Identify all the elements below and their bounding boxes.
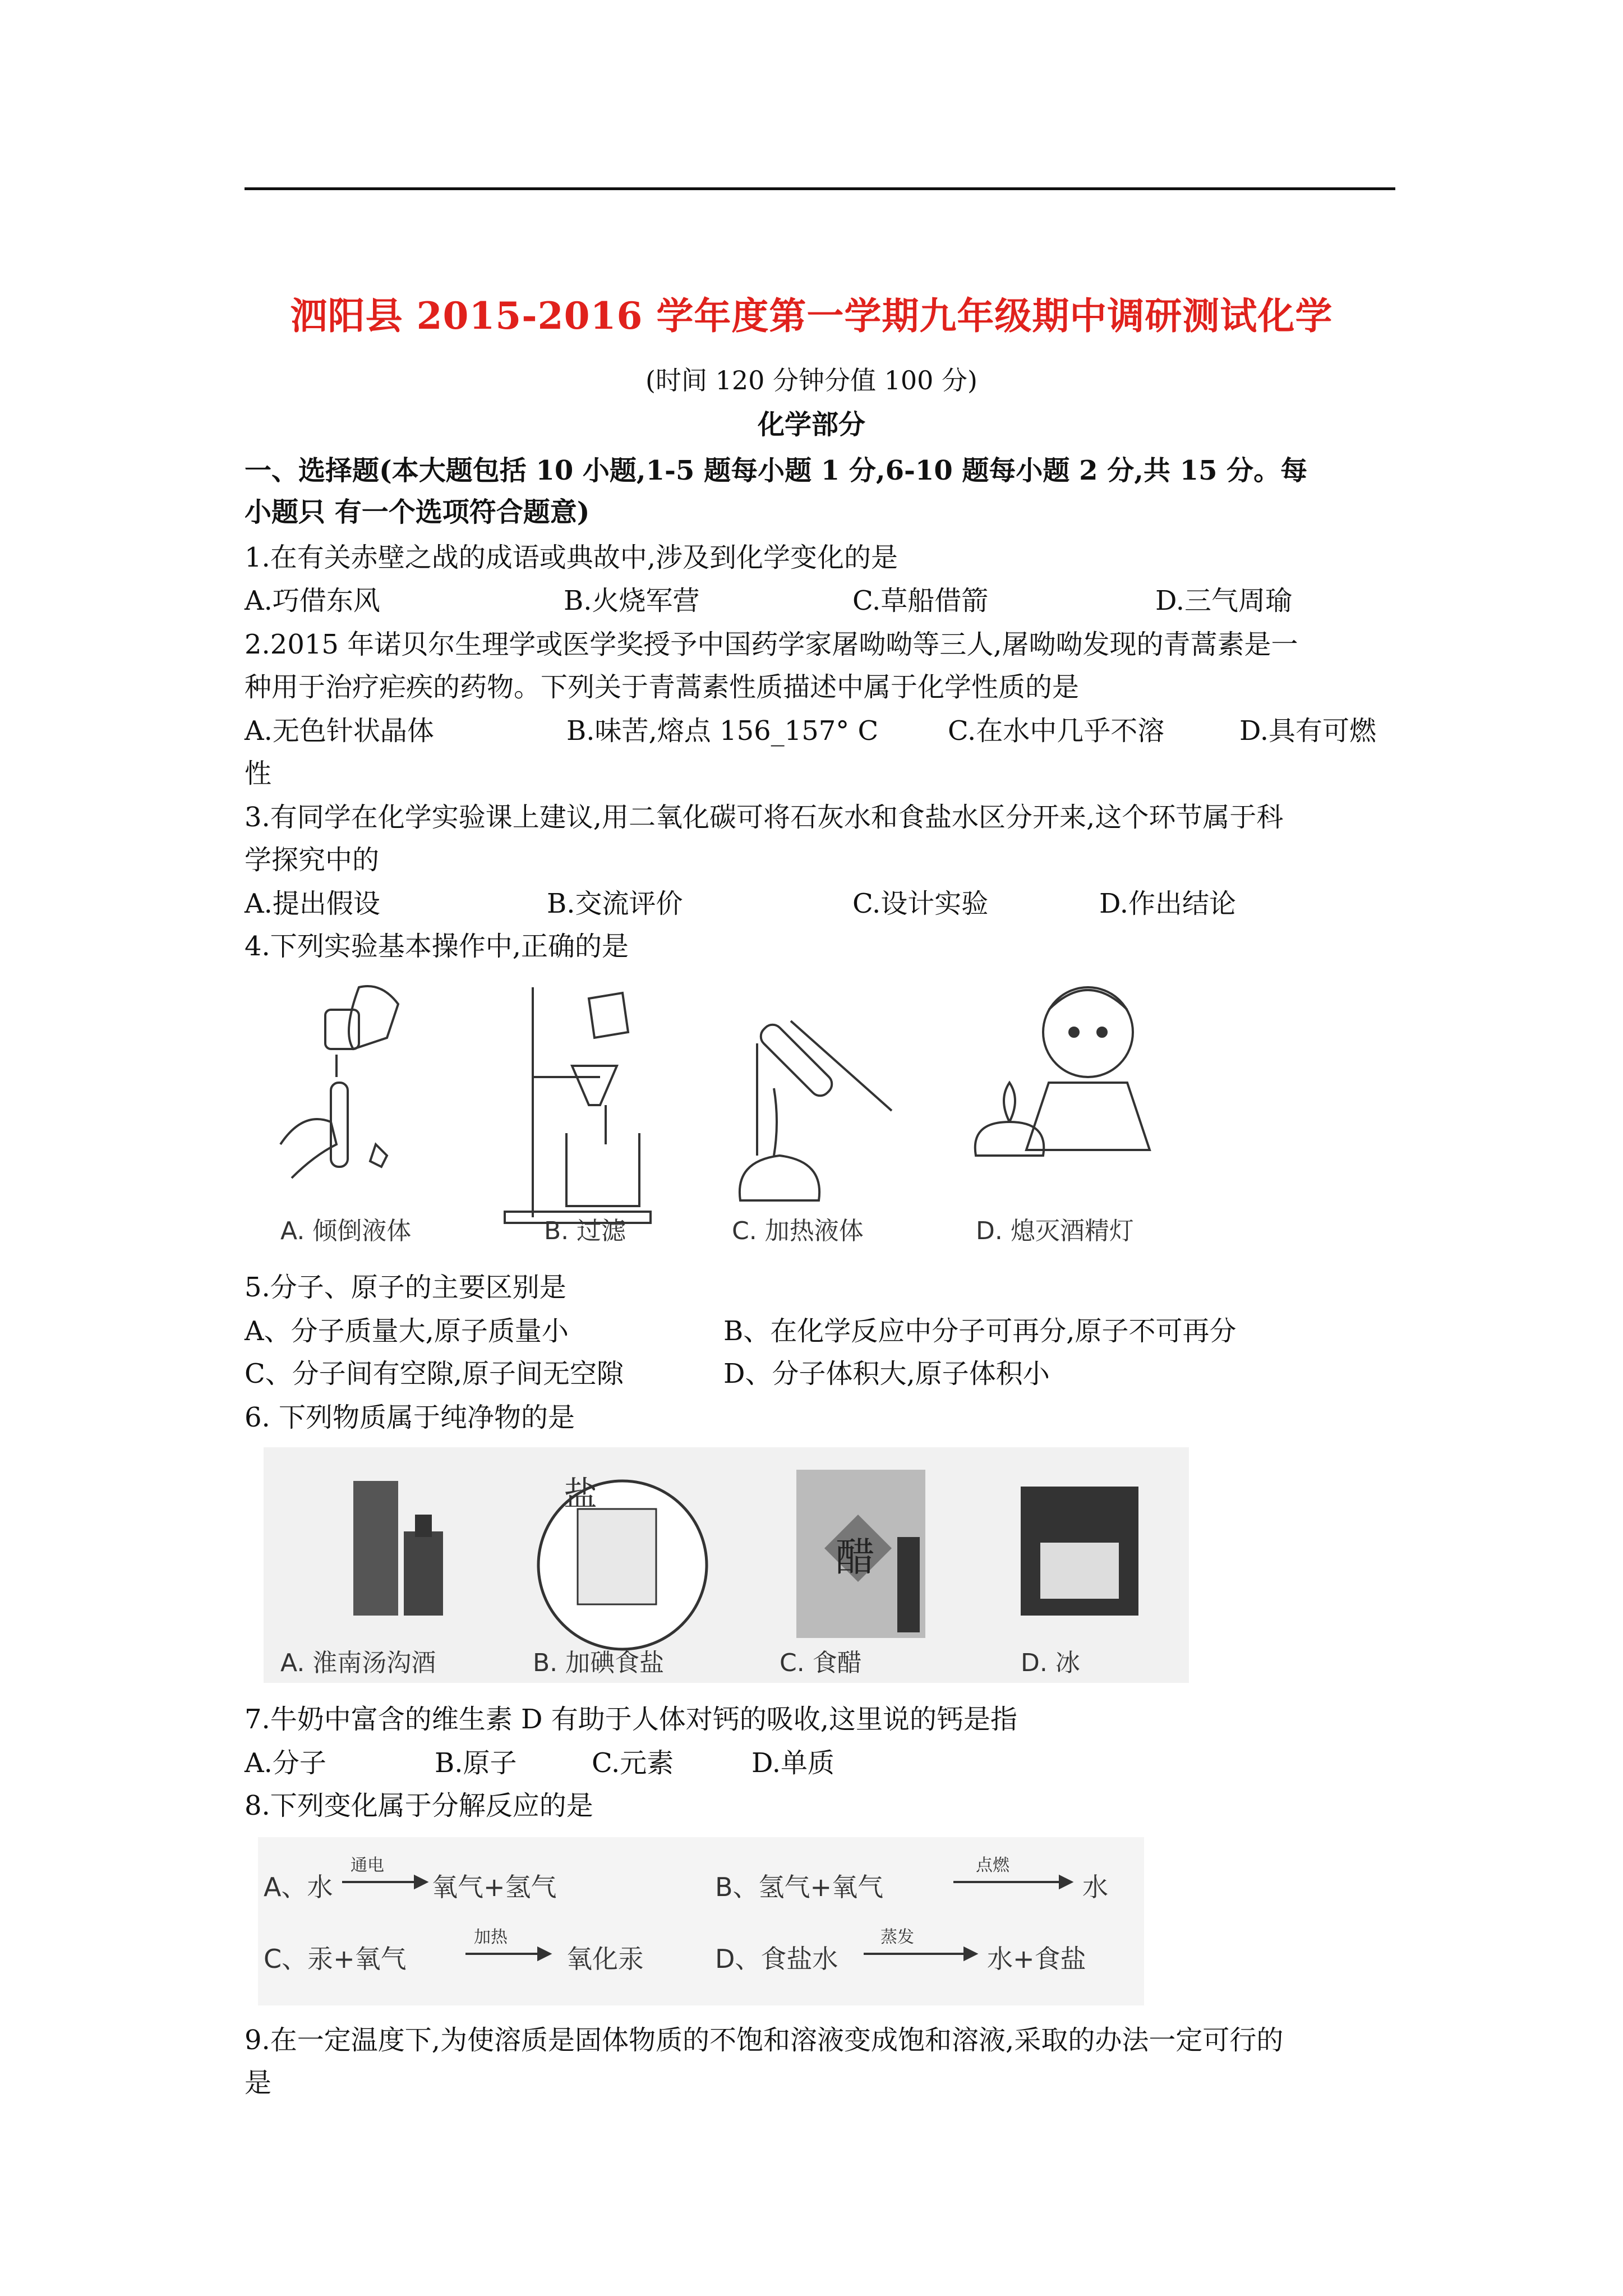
exam-subtitle: (时间 120 分钟分值 100 分) xyxy=(645,365,978,395)
q6-stem: 6. 下列物质属于纯净物的是 xyxy=(245,1402,575,1433)
q9-stem-line2: 是 xyxy=(245,2067,272,2099)
q8-reaction-c-condition: 加热 xyxy=(474,1927,508,1947)
q8-reaction-a-condition: 通电 xyxy=(351,1856,384,1875)
arrow-icon xyxy=(538,1948,550,1959)
q1-option-d: D.三气周瑜 xyxy=(1155,585,1293,616)
q2-option-a: A.无色针状晶体 xyxy=(245,715,434,747)
q2-stem-line1: 2.2015 年诺贝尔生理学或医学奖授予中国药学家屠呦呦等三人,屠呦呦发现的青蒿素是一 xyxy=(245,629,1298,660)
q7-option-a: A.分子 xyxy=(245,1747,326,1779)
pouring-liquid-icon xyxy=(280,986,398,1178)
q8-reaction-a-reactant: A、水 xyxy=(264,1872,333,1902)
q2-option-b: B.味苦,熔点 156_157° C xyxy=(566,715,879,747)
q6-caption-d: D. 冰 xyxy=(1021,1649,1080,1677)
q4-caption-d: D. 熄灭酒精灯 xyxy=(976,1217,1134,1245)
q8-reaction-d-product: 水+食盐 xyxy=(987,1944,1086,1974)
arrow-icon xyxy=(965,1948,976,1959)
q2-option-c: C.在水中几乎不溶 xyxy=(948,715,1165,747)
q8-reaction-b-reactant: B、氢气+氧气 xyxy=(715,1872,884,1902)
page-title: 泗阳县 2015-2016 学年度第一学期九年级期中调研测试化学 xyxy=(290,294,1333,338)
ice-block-icon xyxy=(1021,1487,1138,1616)
q5-option-d: D、分子体积大,原子体积小 xyxy=(723,1358,1050,1389)
q8-reaction-d-reactant: D、食盐水 xyxy=(715,1944,838,1974)
q8-reaction-b-condition: 点燃 xyxy=(976,1856,1009,1875)
extinguish-lamp-icon xyxy=(975,987,1150,1156)
q8-reaction-d-condition: 蒸发 xyxy=(880,1927,914,1947)
salt-label: 盐 xyxy=(564,1475,597,1514)
q4-stem: 4.下列实验基本操作中,正确的是 xyxy=(245,931,629,962)
filtration-icon xyxy=(505,987,651,1223)
q6-caption-a: A. 淮南汤沟酒 xyxy=(280,1649,436,1677)
q4-caption-b: B. 过滤 xyxy=(544,1217,626,1245)
q5-option-b: B、在化学反应中分子可再分,原子不可再分 xyxy=(723,1315,1237,1347)
q5-option-a: A、分子质量大,原子质量小 xyxy=(245,1315,569,1347)
q3-option-b: B.交流评价 xyxy=(547,888,683,919)
q6-caption-b: B. 加碘食盐 xyxy=(533,1649,665,1677)
q7-option-c: C.元素 xyxy=(592,1747,674,1779)
part-heading: 化学部分 xyxy=(757,409,865,440)
q8-arrows xyxy=(258,1837,1144,2005)
q1-option-c: C.草船借箭 xyxy=(852,585,989,616)
q3-option-c: C.设计实验 xyxy=(852,888,989,919)
q8-stem: 8.下列变化属于分解反应的是 xyxy=(245,1790,593,1821)
q3-stem-line2: 学探究中的 xyxy=(245,844,380,876)
q8-reaction-c-product: 氧化汞 xyxy=(566,1944,644,1974)
q8-reaction-a-product: 氧气+氢气 xyxy=(432,1872,557,1902)
q3-stem-line1: 3.有同学在化学实验课上建议,用二氧化碳可将石灰水和食盐水区分开来,这个环节属于科 xyxy=(245,802,1284,833)
heating-liquid-icon xyxy=(740,1020,892,1200)
liquor-bottle-icon xyxy=(353,1481,443,1616)
q6-caption-c: C. 食醋 xyxy=(780,1649,862,1677)
q8-reaction-c-reactant: C、汞+氧气 xyxy=(264,1944,407,1974)
q7-stem: 7.牛奶中富含的维生素 D 有助于人体对钙的吸收,这里说的钙是指 xyxy=(245,1704,1018,1735)
section-heading-line2: 小题只 有一个选项符合题意) xyxy=(245,496,590,528)
q2-stem-line2: 种用于治疗疟疾的药物。下列关于青蒿素性质描述中属于化学性质的是 xyxy=(245,671,1080,703)
q4-caption-c: C. 加热液体 xyxy=(732,1217,864,1245)
header-rule xyxy=(245,187,1395,190)
section-heading-line1: 一、选择题(本大题包括 10 小题,1-5 题每小题 1 分,6-10 题每小题 2 分,共 15 分。每 xyxy=(245,455,1308,486)
q1-option-b: B.火烧军营 xyxy=(564,585,700,616)
q3-option-d: D.作出结论 xyxy=(1099,888,1237,919)
arrow-icon xyxy=(415,1876,426,1888)
q7-option-d: D.单质 xyxy=(751,1747,835,1779)
q9-stem-line1: 9.在一定温度下,为使溶质是固体物质的不饱和溶液变成饱和溶液,采取的办法一定可行的 xyxy=(245,2024,1284,2056)
q7-option-b: B.原子 xyxy=(435,1747,517,1779)
arrow-icon xyxy=(1060,1876,1071,1888)
q1-stem: 1.在有关赤壁之战的成语或典故中,涉及到化学变化的是 xyxy=(245,542,898,573)
vinegar-label: 醋 xyxy=(836,1534,875,1580)
q4-caption-a: A. 倾倒液体 xyxy=(280,1217,412,1245)
q5-stem: 5.分子、原子的主要区别是 xyxy=(245,1272,566,1303)
q8-reaction-b-product: 水 xyxy=(1082,1872,1108,1902)
q5-option-c: C、分子间有空隙,原子间无空隙 xyxy=(245,1358,624,1389)
q3-option-a: A.提出假设 xyxy=(245,888,380,919)
q1-option-a: A.巧借东风 xyxy=(245,585,380,616)
q4-figure xyxy=(258,976,1223,1245)
q2-option-d: D.具有可燃 xyxy=(1239,715,1377,747)
q2-option-d-wrap: 性 xyxy=(245,758,272,789)
